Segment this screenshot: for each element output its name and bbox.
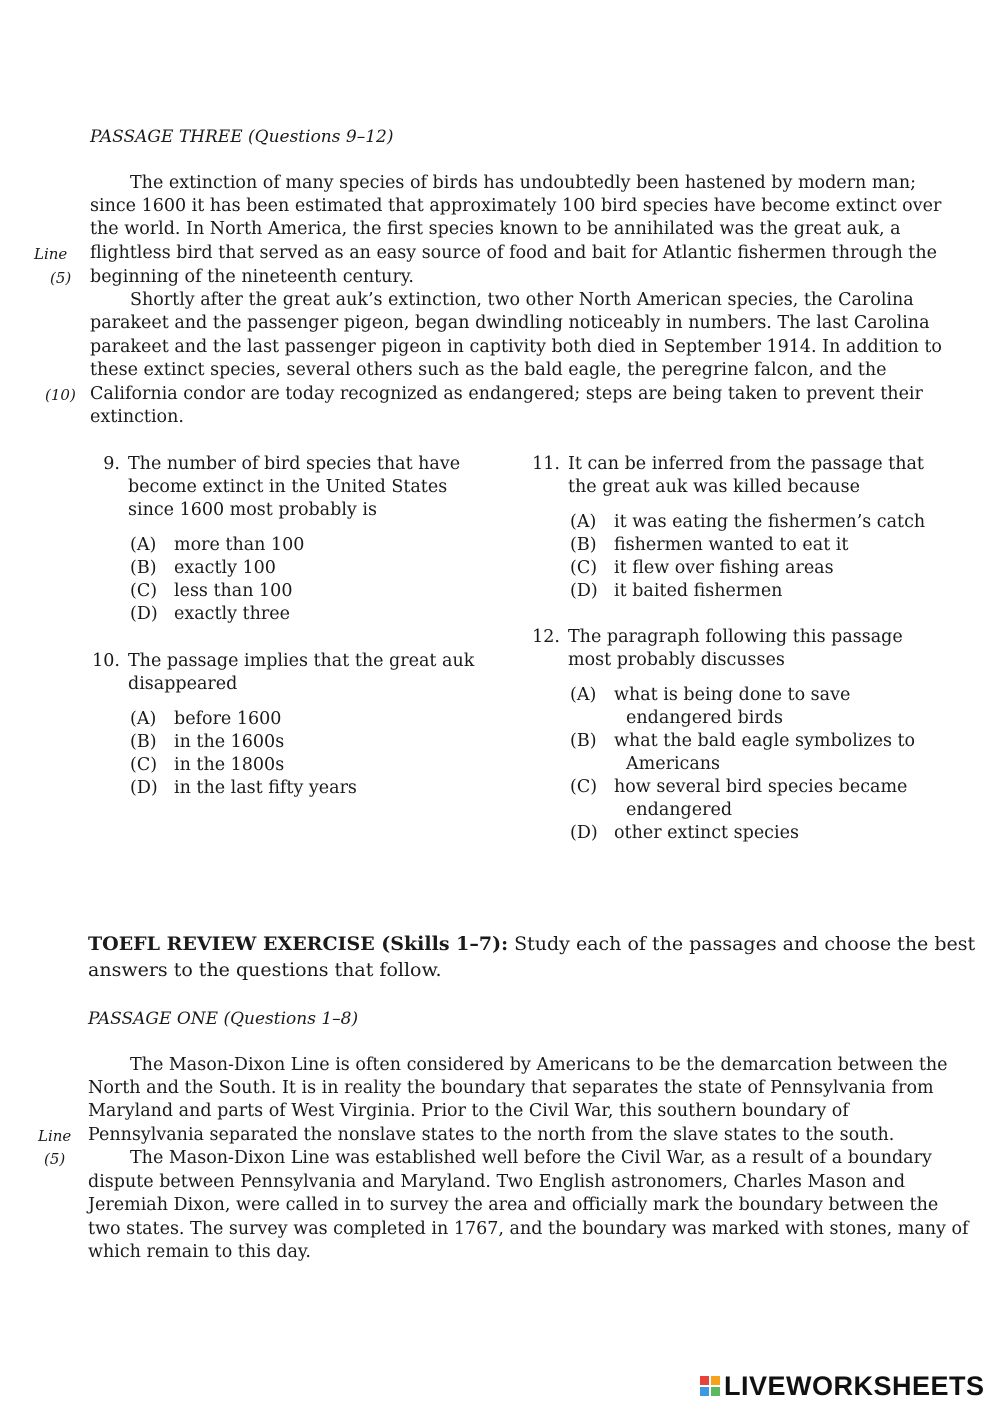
passage-line: North and the South. It is in reality the boundary that separates the state of Pennsylvania from	[88, 1078, 934, 1098]
option-d[interactable]	[570, 822, 915, 845]
question-10	[80, 650, 474, 800]
passage-line: parakeet and the last passenger pigeon in captivity both died in September 1914. In addition to	[90, 337, 942, 357]
passage-line: The Mason-Dixon Line was established well before the Civil War, as a result of a boundary	[130, 1148, 932, 1168]
option-b[interactable]	[130, 557, 460, 580]
option-text: in the 1800s	[174, 755, 285, 775]
option-d[interactable]	[570, 580, 925, 603]
review-heading: TOEFL REVIEW EXERCISE (Skills 1–7):	[88, 933, 509, 955]
option-text: what is being done to save	[614, 685, 851, 705]
option-text: exactly 100	[174, 558, 276, 578]
option-text: how several bird species became	[614, 777, 908, 797]
logo-mark-icon	[700, 1376, 720, 1396]
option-c[interactable]	[570, 776, 915, 799]
option-text: fishermen wanted to eat it	[614, 535, 849, 555]
option-label: (A)	[130, 535, 157, 555]
question-stem: The paragraph following this passage	[568, 627, 903, 647]
option-text: what the bald eagle symbolizes to	[614, 731, 916, 751]
passage-line: extinction.	[90, 407, 184, 427]
question-stem: disappeared	[128, 674, 238, 694]
passage-line: beginning of the nineteenth century.	[90, 267, 414, 287]
question-stem: The passage implies that the great auk	[128, 651, 475, 671]
passage-three-title: PASSAGE THREE (Questions 9–12)	[90, 127, 394, 147]
option-a[interactable]	[130, 534, 460, 557]
option-text: in the last fifty years	[174, 778, 357, 798]
option-b[interactable]	[570, 534, 925, 557]
line-label: (10)	[45, 386, 76, 404]
passage-line: dispute between Pennsylvania and Maryland. Two English astronomers, Charles Mason and	[88, 1172, 906, 1192]
option-label: (D)	[570, 823, 598, 843]
question-stem: the great auk was killed because	[568, 477, 860, 497]
option-label: (B)	[570, 535, 597, 555]
question-11	[520, 453, 925, 603]
option-c[interactable]	[570, 557, 925, 580]
passage-line: Shortly after the great auk’s extinction, two other North American species, the Carolina	[130, 290, 914, 310]
passage-line: two states. The survey was completed in 1767, and the boundary was marked with stones, many of	[88, 1219, 969, 1239]
question-stem: The number of bird species that have	[128, 454, 461, 474]
review-instruction: Study each of the passages and choose the best	[514, 933, 976, 955]
option-a[interactable]	[130, 708, 474, 731]
question-12	[520, 626, 915, 845]
option-c[interactable]	[130, 580, 460, 603]
question-stem: most probably discusses	[568, 650, 785, 670]
passage-line: these extinct species, several others such as the bald eagle, the peregrine falcon, and the	[90, 360, 887, 380]
option-label: (D)	[130, 778, 158, 798]
logo-square	[711, 1376, 720, 1385]
option-label: (C)	[130, 755, 158, 775]
line-label: Line	[38, 1127, 72, 1145]
option-text: less than 100	[174, 581, 293, 601]
option-text: in the 1600s	[174, 732, 285, 752]
option-c[interactable]	[130, 754, 474, 777]
option-a[interactable]	[570, 511, 925, 534]
option-label: (D)	[570, 581, 598, 601]
option-label: (B)	[130, 732, 157, 752]
passage-line: Pennsylvania separated the nonslave states to the north from the slave states to the south.	[88, 1125, 895, 1145]
question-number: 9.	[103, 454, 120, 474]
question-stem: become extinct in the United States	[128, 477, 448, 497]
logo-square	[700, 1387, 709, 1396]
option-label: (C)	[570, 777, 598, 797]
option-text: it flew over fishing areas	[614, 558, 834, 578]
option-text: other extinct species	[614, 823, 799, 843]
liveworksheets-logo[interactable]	[700, 1370, 985, 1402]
option-label: (A)	[130, 709, 157, 729]
question-number: 11.	[532, 454, 560, 474]
option-text: exactly three	[174, 604, 290, 624]
question-number: 10.	[92, 651, 120, 671]
question-number: 12.	[532, 627, 560, 647]
passage-one-title: PASSAGE ONE (Questions 1–8)	[88, 1009, 359, 1029]
option-label: (C)	[130, 581, 158, 601]
question-stem: It can be inferred from the passage that	[568, 454, 924, 474]
passage-line: parakeet and the passenger pigeon, began dwindling noticeably in numbers. The last Carolina	[90, 313, 930, 333]
passage-line: California condor are today recognized as endangered; steps are being taken to prevent their	[90, 384, 923, 404]
passage-line: flightless bird that served as an easy source of food and bait for Atlantic fishermen through the	[90, 243, 937, 263]
line-label: Line	[34, 245, 68, 263]
passage-line: The extinction of many species of birds has undoubtedly been hastened by modern man;	[130, 173, 917, 193]
logo-text: LIVEWORKSHEETS	[724, 1370, 985, 1401]
option-label: (B)	[130, 558, 157, 578]
option-label: (D)	[130, 604, 158, 624]
option-d[interactable]	[130, 777, 474, 800]
passage-line: Jeremiah Dixon, were called in to survey the area and officially mark the boundary between the	[88, 1195, 939, 1215]
logo-square	[700, 1376, 709, 1385]
question-stem: since 1600 most probably is	[128, 500, 377, 520]
option-b[interactable]	[570, 730, 915, 753]
option-b[interactable]	[130, 731, 474, 754]
option-text: it baited fishermen	[614, 581, 783, 601]
option-d[interactable]	[130, 603, 460, 626]
option-a[interactable]	[570, 684, 915, 707]
line-label: (5)	[50, 269, 72, 287]
option-label: (C)	[570, 558, 598, 578]
passage-line: which remain to this day.	[88, 1242, 311, 1262]
review-exercise	[88, 931, 975, 983]
option-text: before 1600	[174, 709, 282, 729]
logo-square	[711, 1387, 720, 1396]
line-label: (5)	[44, 1150, 66, 1168]
passage-line: the world. In North America, the first species known to be annihilated was the great auk, a	[90, 219, 901, 239]
passage-line: since 1600 it has been estimated that approximately 100 bird species have become extinct over	[90, 196, 942, 216]
option-label: (A)	[570, 512, 597, 532]
option-text-continued: Americans	[626, 754, 721, 774]
option-text: more than 100	[174, 535, 305, 555]
option-text-continued: endangered birds	[626, 708, 783, 728]
question-9	[80, 453, 460, 626]
option-label: (B)	[570, 731, 597, 751]
option-label: (A)	[570, 685, 597, 705]
option-text: it was eating the fishermen’s catch	[614, 512, 926, 532]
passage-line: The Mason-Dixon Line is often considered by Americans to be the demarcation between the	[130, 1055, 948, 1075]
option-text-continued: endangered	[626, 800, 733, 820]
passage-line: Maryland and parts of West Virginia. Prior to the Civil War, this southern boundary of	[88, 1101, 849, 1121]
review-instruction-continued: answers to the questions that follow.	[88, 959, 442, 981]
